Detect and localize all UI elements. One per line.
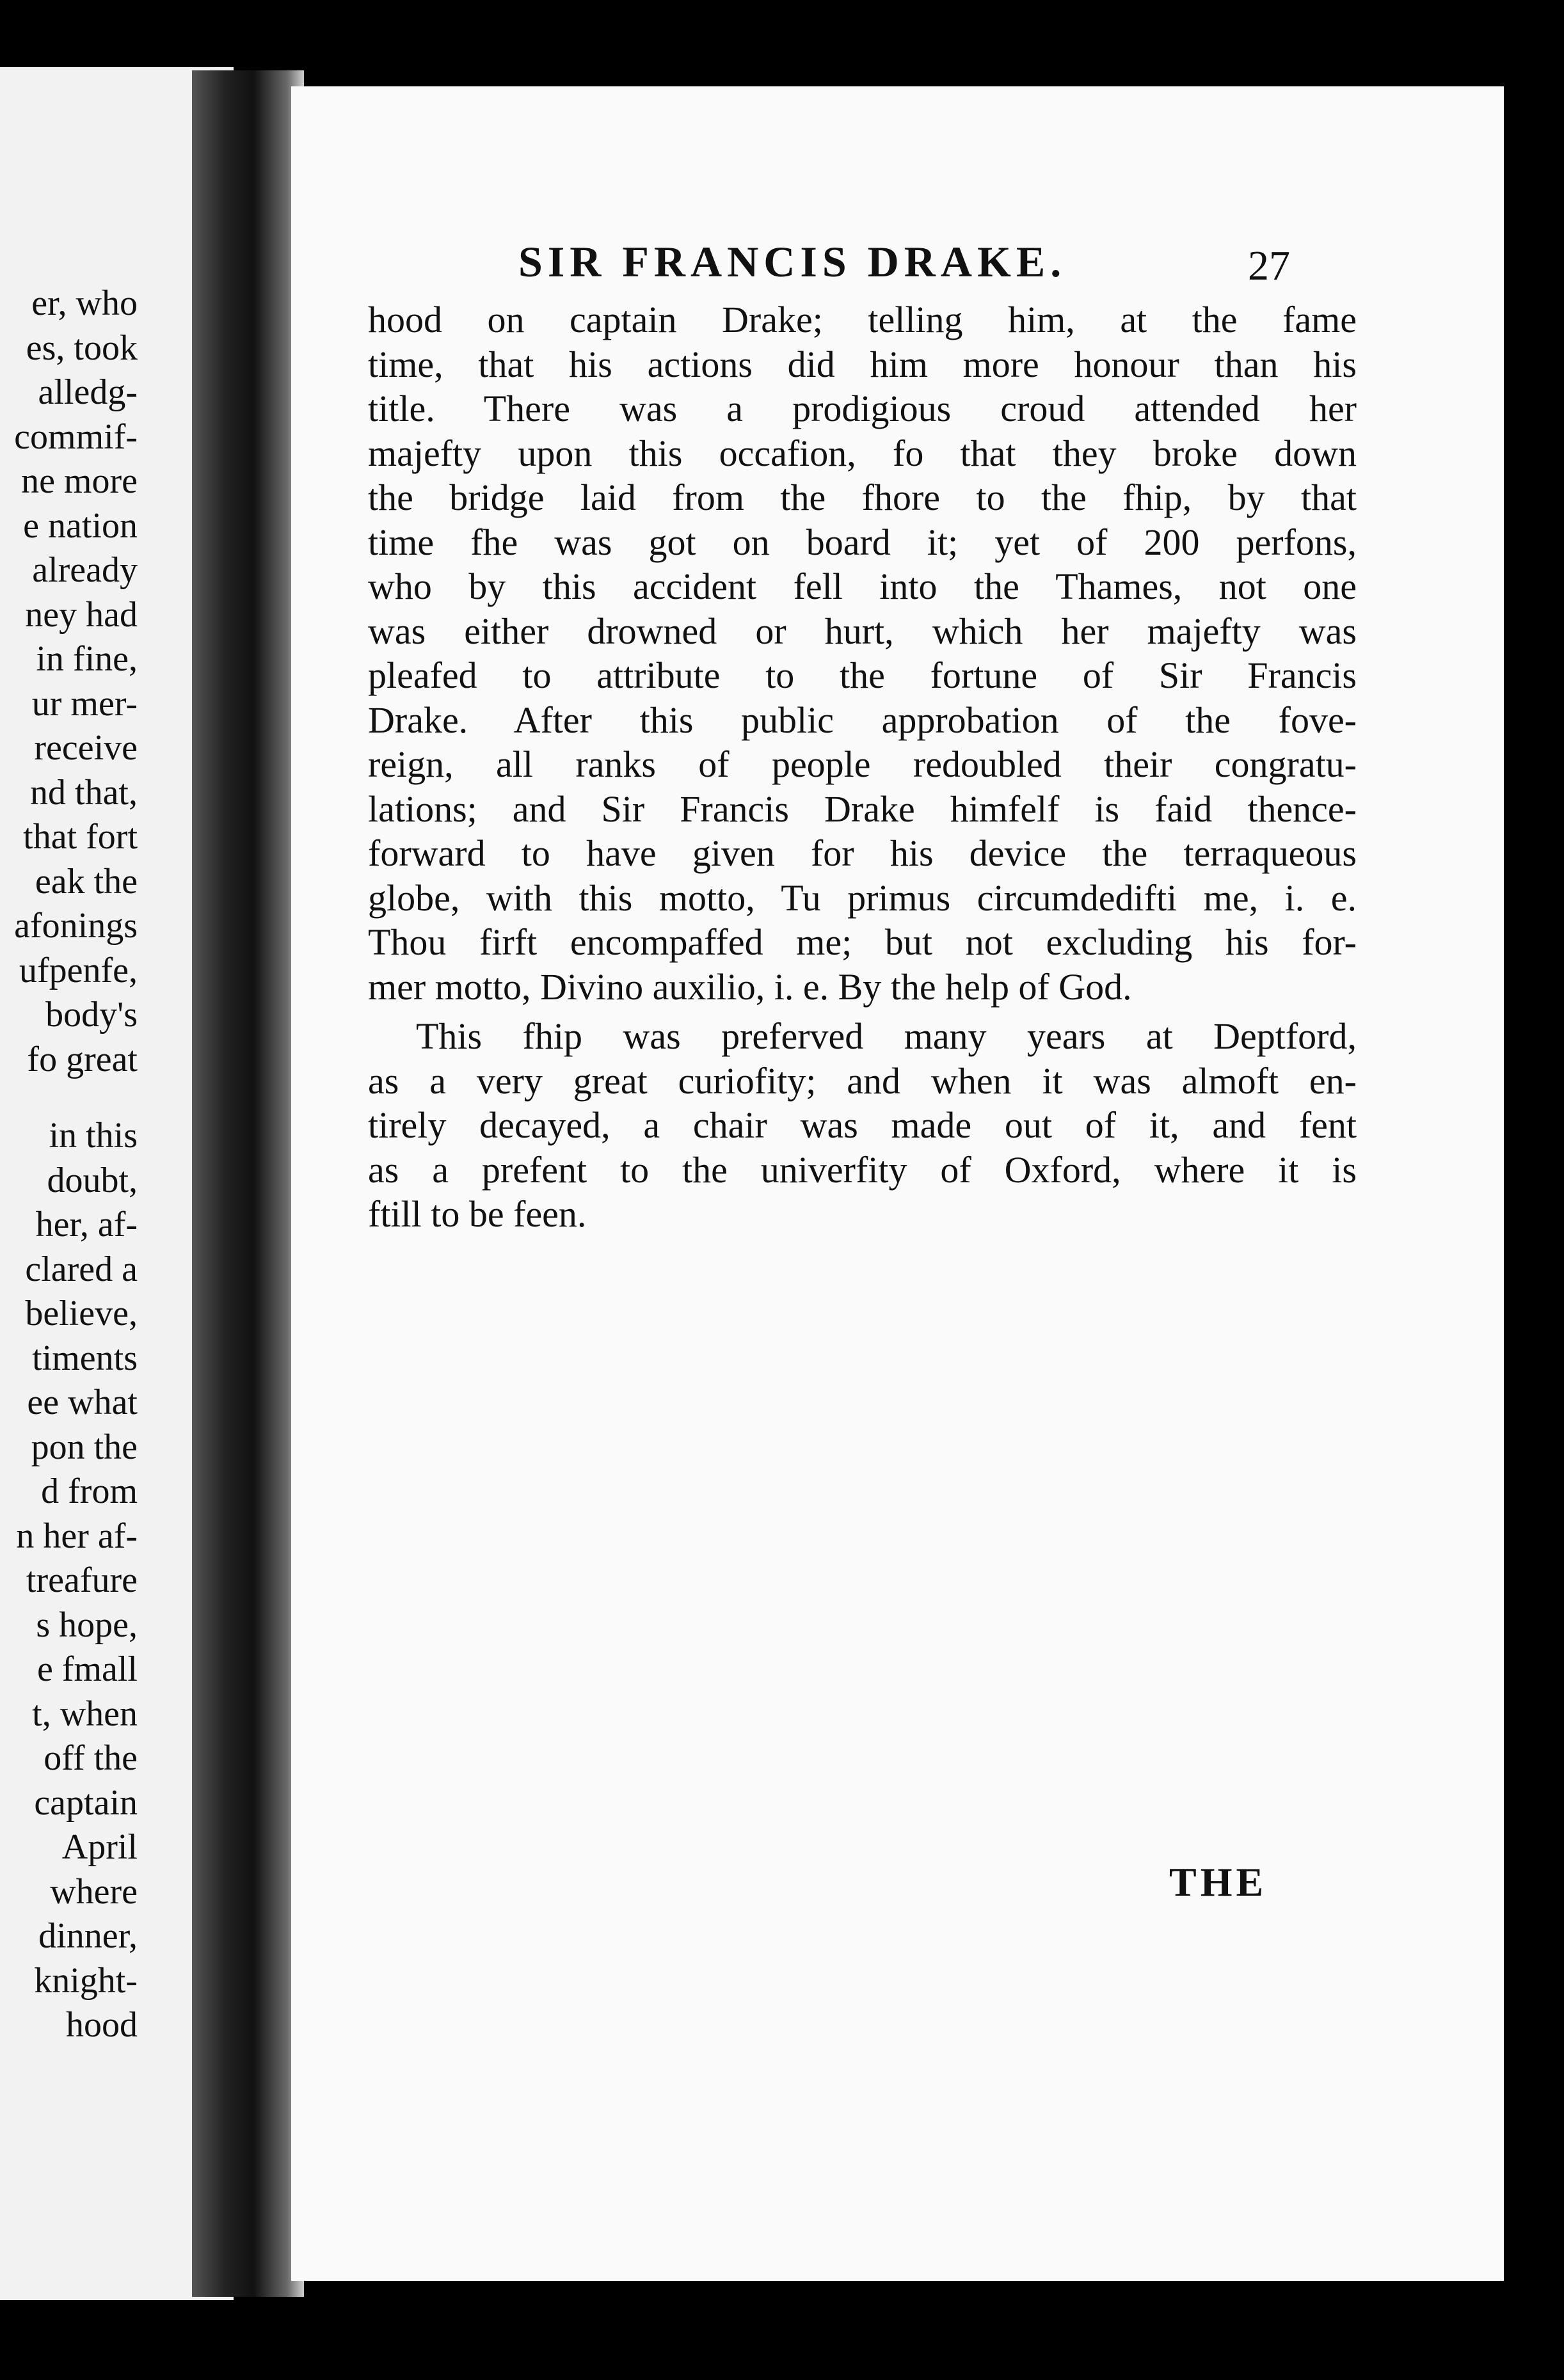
left-page-line: e fmall — [36, 1649, 138, 1689]
left-page-line: nd that, — [30, 772, 138, 813]
text-line: tirely decayed, a chair was made out of it, and fent — [368, 1104, 1357, 1146]
text-line: majefty upon this occafion, fo that they broke down — [368, 432, 1357, 474]
left-page-line: ur mer- — [31, 683, 138, 724]
text-line: who by this accident fell into the Thames, not one — [368, 566, 1357, 607]
left-page-line: treafure — [26, 1560, 138, 1600]
left-page-line: afonings — [14, 906, 138, 946]
left-page-line: in fine, — [36, 639, 138, 679]
page-number: 27 — [1248, 242, 1290, 289]
page-header — [291, 237, 1504, 294]
left-page-line: d from — [41, 1472, 138, 1511]
text-line: as a very great curiofity; and when it was almoft en- — [368, 1059, 1357, 1102]
left-page-line: t, when — [32, 1694, 138, 1734]
running-title: SIR FRANCIS DRAKE. — [518, 237, 1067, 286]
left-page-line: captain — [34, 1782, 138, 1823]
text-line: the bridge laid from the fhore to the fhip, by that — [368, 477, 1357, 518]
left-page-line: in this — [49, 1116, 138, 1155]
left-page-line — [0, 1082, 138, 1114]
text-line: Thou firft encompaffed me; but not excluding his for- — [368, 921, 1357, 963]
left-page-line: commif- — [14, 416, 138, 457]
paragraph-1 — [368, 298, 1357, 1009]
left-page-line: off the — [44, 1738, 138, 1778]
text-line: time, that his actions did him more honour than his — [368, 343, 1357, 385]
text-line: forward to have given for his device the terraqueous — [368, 832, 1357, 874]
left-page-line: e nation — [23, 505, 138, 546]
text-line: lations; and Sir Francis Drake himfelf is faid thence- — [368, 788, 1357, 830]
text-line: globe, with this motto, Tu primus circumdedifti me, i. e. — [368, 877, 1357, 919]
left-page-line: body's — [45, 995, 138, 1035]
left-page-line: es, took — [26, 328, 138, 368]
left-page-line: believe, — [25, 1294, 138, 1333]
left-page-line: alledg- — [38, 372, 138, 412]
text-line: This fhip was preferved many years at Deptford, — [416, 1015, 1357, 1057]
left-page-line: ne more — [21, 461, 138, 501]
text-line: as a prefent to the univerfity of Oxford, where it is — [368, 1148, 1357, 1191]
paragraph-2 — [368, 1014, 1357, 1237]
text-line: was either drowned or hurt, which her majefty was — [368, 610, 1357, 652]
left-page-line: that fort — [23, 817, 138, 857]
left-page-line: ee what — [27, 1383, 138, 1422]
left-page-line: dinner, — [38, 1916, 138, 1956]
left-page-line: her, af- — [35, 1205, 138, 1244]
left-page-line: already — [32, 550, 138, 590]
left-page-line: receive — [34, 728, 138, 768]
left-page-line: n her af- — [16, 1516, 138, 1556]
text-line: ftill to be feen. — [368, 1193, 587, 1235]
left-page-text — [0, 282, 138, 2048]
body-text — [368, 298, 1357, 1237]
left-page-line: ney had — [25, 594, 138, 635]
left-page-line: ufpenfe, — [19, 950, 138, 990]
left-page-line: er, who — [31, 283, 138, 323]
left-page-line: clared a — [25, 1249, 138, 1289]
catchword: THE — [1169, 1859, 1268, 1905]
left-page-line: s hope, — [36, 1605, 138, 1645]
text-line: pleafed to attribute to the fortune of Sir Francis — [368, 654, 1357, 696]
text-line: time fhe was got on board it; yet of 200 perfons, — [368, 521, 1357, 563]
text-line: mer motto, Divino auxilio, i. e. By the help of God. — [368, 965, 1132, 1008]
left-page-line: timents — [32, 1338, 138, 1378]
text-line: Drake. After this public approbation of the fove- — [368, 699, 1357, 741]
text-line: hood on captain Drake; telling him, at the fame — [368, 299, 1357, 340]
left-page-line: fo great — [27, 1039, 138, 1079]
left-page-line: pon the — [31, 1427, 138, 1467]
right-page — [291, 86, 1504, 2281]
left-page-line: where — [50, 1871, 138, 1912]
left-page-line: April — [61, 1827, 138, 1867]
left-page-line: hood — [66, 2005, 138, 2045]
text-line: title. There was a prodigious croud attended her — [368, 388, 1357, 429]
left-page-line: knight- — [34, 1960, 138, 2001]
book-gutter — [192, 70, 304, 2297]
left-page-line: eak the — [35, 861, 138, 901]
text-line: reign, all ranks of people redoubled their congratu- — [368, 743, 1357, 785]
left-page-line: doubt, — [47, 1160, 138, 1200]
